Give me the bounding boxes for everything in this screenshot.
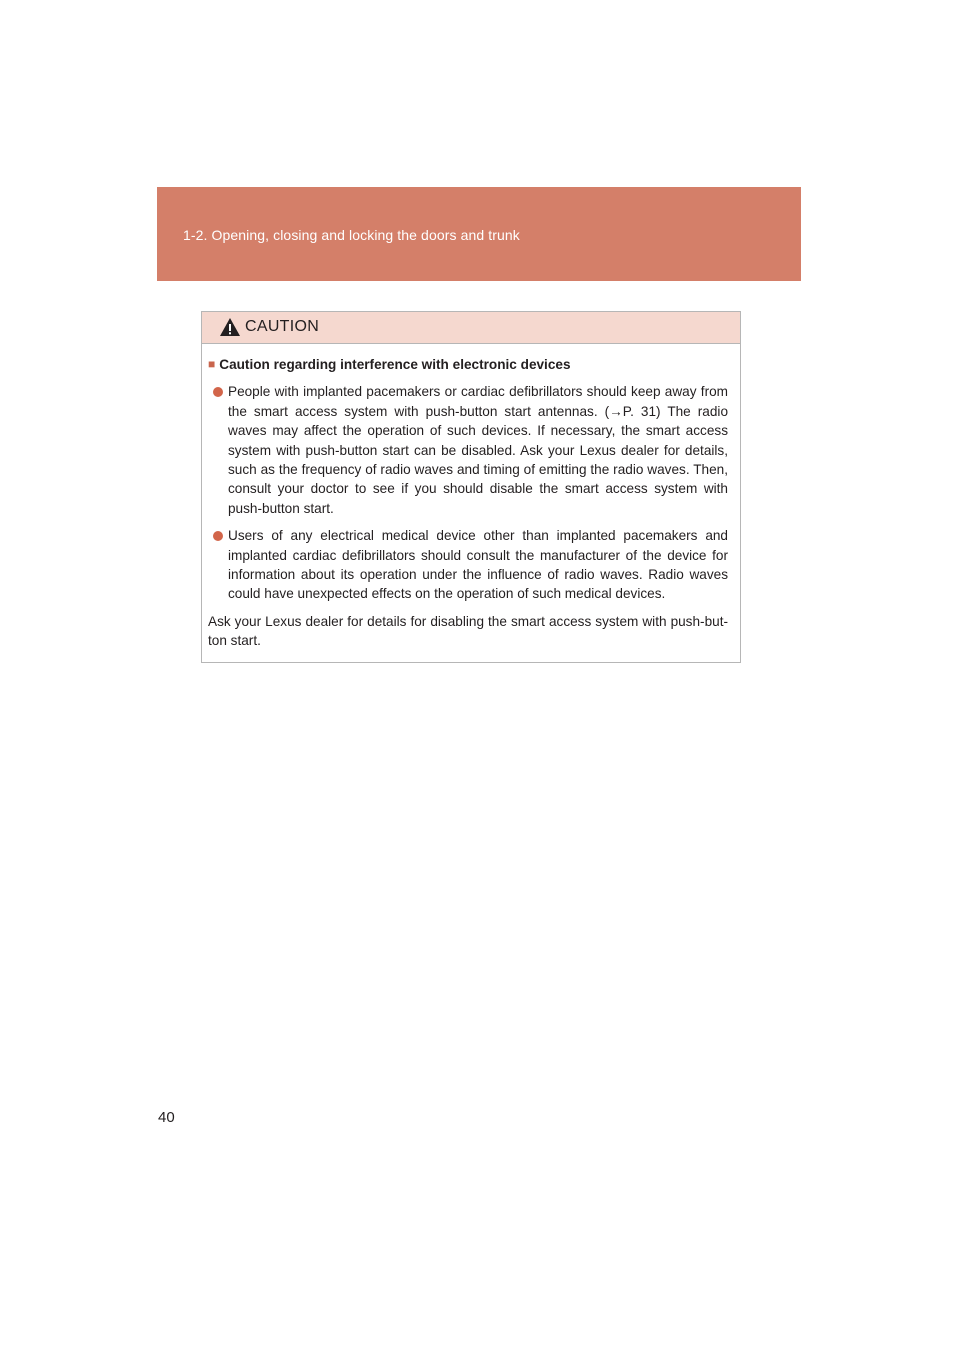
caution-subheading-text: Caution regarding interference with electronic devices xyxy=(219,357,571,372)
section-header-band xyxy=(157,187,801,281)
caution-box xyxy=(201,311,741,663)
caution-note: Ask your Lexus dealer for details for disabling the smart access system with push-but-ton start. xyxy=(208,613,728,649)
bullet-dot-icon xyxy=(213,531,223,541)
caution-bullet-text: Users of any electrical medical device other than implanted pacemakers and implanted cardiac defibrillators should consult the manufacturer of the device for information about its operation under the influence of radio waves. Radio waves could have unexpected effects on the operation of such medical devices. xyxy=(228,528,728,602)
caution-subheading xyxy=(208,355,728,374)
caution-title: CAUTION xyxy=(245,318,320,335)
bullet-dot-icon xyxy=(213,387,223,397)
square-bullet-icon: ■ xyxy=(208,357,216,371)
page-number: 40 xyxy=(158,1109,175,1126)
warning-triangle-icon xyxy=(219,317,241,337)
caution-bullet xyxy=(208,382,728,518)
caution-body xyxy=(202,344,740,651)
caution-bullet-text: People with implanted pacemakers or cardiac defibrillators should keep away from the smart access system with push-button start antennas. (→P. 31) The radio waves may affect the operation of such devices. If necessary, the smart access system with push-button start can be disabled. Ask your Lexus dealer for details, such as the frequency of radio waves and timing of emitting the radio waves. Then, consult your doctor to see if you should disable the smart access system with push-button start. xyxy=(228,384,728,516)
caution-bullet xyxy=(208,526,728,604)
caution-header xyxy=(202,312,740,344)
section-title: 1-2. Opening, closing and locking the doors and trunk xyxy=(183,227,520,243)
